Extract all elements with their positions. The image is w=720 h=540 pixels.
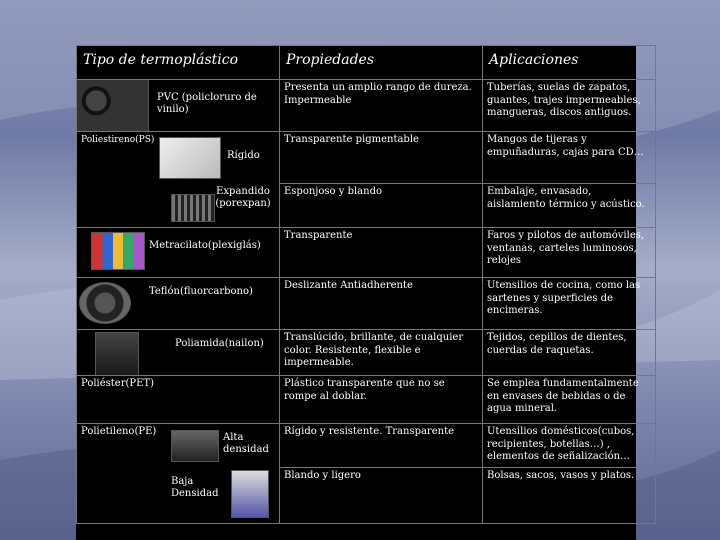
ps-expanded-image [171, 194, 215, 222]
header-row [77, 46, 656, 80]
table-row [77, 330, 656, 376]
table-row [77, 132, 656, 184]
hdpe-container-image [171, 430, 219, 462]
ps-rigid-image [159, 137, 221, 179]
table-row [77, 376, 656, 424]
table-row [77, 468, 656, 524]
properties-cell: Rígido y resistente. Transparente [280, 424, 483, 468]
type-name: Poliéster(PET) [81, 378, 155, 389]
properties-cell: Blando y ligero [280, 468, 483, 524]
type-cell [77, 132, 280, 184]
table-row [77, 278, 656, 330]
table-row [77, 424, 656, 468]
properties-cell: Plástico transparente que no se rompe al doblar. [280, 376, 483, 424]
properties-cell: Presenta un amplio rango de dureza. Impermeable [280, 80, 483, 132]
type-cell [77, 228, 280, 278]
table-row [77, 228, 656, 278]
table-row [77, 184, 656, 228]
type-name: Metracilato(plexiglás) [149, 240, 261, 251]
properties-cell: Esponjoso y blando [280, 184, 483, 228]
applications-cell: Mangos de tijeras y empuñaduras, cajas para CD… [483, 132, 656, 184]
group-label: Polietileno(PE) [81, 426, 157, 437]
nylon-jacket-image [95, 332, 139, 376]
type-name: Teflón(fluorcarbono) [149, 286, 253, 297]
type-cell [77, 184, 280, 228]
type-name: Poliamida(nailon) [175, 338, 264, 349]
plexiglass-image [91, 232, 145, 270]
type-name: Expandido (porexpan) [215, 185, 271, 209]
thermoplastics-table [76, 45, 656, 524]
type-name: Rígido [227, 150, 260, 161]
type-cell [77, 330, 280, 376]
type-cell [77, 278, 280, 330]
properties-cell: Deslizante Antiadherente [280, 278, 483, 330]
type-cell [77, 424, 280, 468]
applications-cell: Utensilios domésticos(cubos, recipientes, botellas…) , elementos de señalización… [483, 424, 656, 468]
ldpe-bags-image [231, 470, 269, 518]
applications-cell: Bolsas, sacos, vasos y platos. [483, 468, 656, 524]
properties-cell: Translúcido, brillante, de cualquier color. Resistente, flexible e impermeable. [280, 330, 483, 376]
applications-cell: Tuberías, suelas de zapatos, guantes, trajes impermeables, mangueras, discos antiguos. [483, 80, 656, 132]
applications-cell: Se emplea fundamentalmente en envases de bebidas o de agua mineral. [483, 376, 656, 424]
header-applications: Aplicaciones [483, 46, 656, 80]
applications-cell: Faros y pilotos de automóviles, ventanas, carteles luminosos, relojes [483, 228, 656, 278]
header-properties: Propiedades [280, 46, 483, 80]
type-cell [77, 80, 280, 132]
type-name: PVC (policloruro de vinilo) [157, 92, 257, 115]
type-name: Alta densidad [223, 432, 269, 455]
thermoplastics-table-panel [76, 45, 645, 540]
applications-cell: Tejidos, cepillos de dientes, cuerdas de raquetas. [483, 330, 656, 376]
teflon-pans-image [79, 282, 131, 324]
properties-cell: Transparente pigmentable [280, 132, 483, 184]
applications-cell: Utensilios de cocina, como las sartenes y superficies de encimeras. [483, 278, 656, 330]
table-row [77, 80, 656, 132]
group-label: Poliestireno(PS) [81, 135, 155, 145]
pvc-hose-image [77, 80, 150, 132]
applications-cell: Embalaje, envasado, aislamiento térmico y acústico. [483, 184, 656, 228]
type-cell [77, 468, 280, 524]
header-type: Tipo de termoplástico [77, 46, 280, 80]
type-name: Baja Densidad [171, 475, 219, 499]
type-cell [77, 376, 280, 424]
properties-cell: Transparente [280, 228, 483, 278]
